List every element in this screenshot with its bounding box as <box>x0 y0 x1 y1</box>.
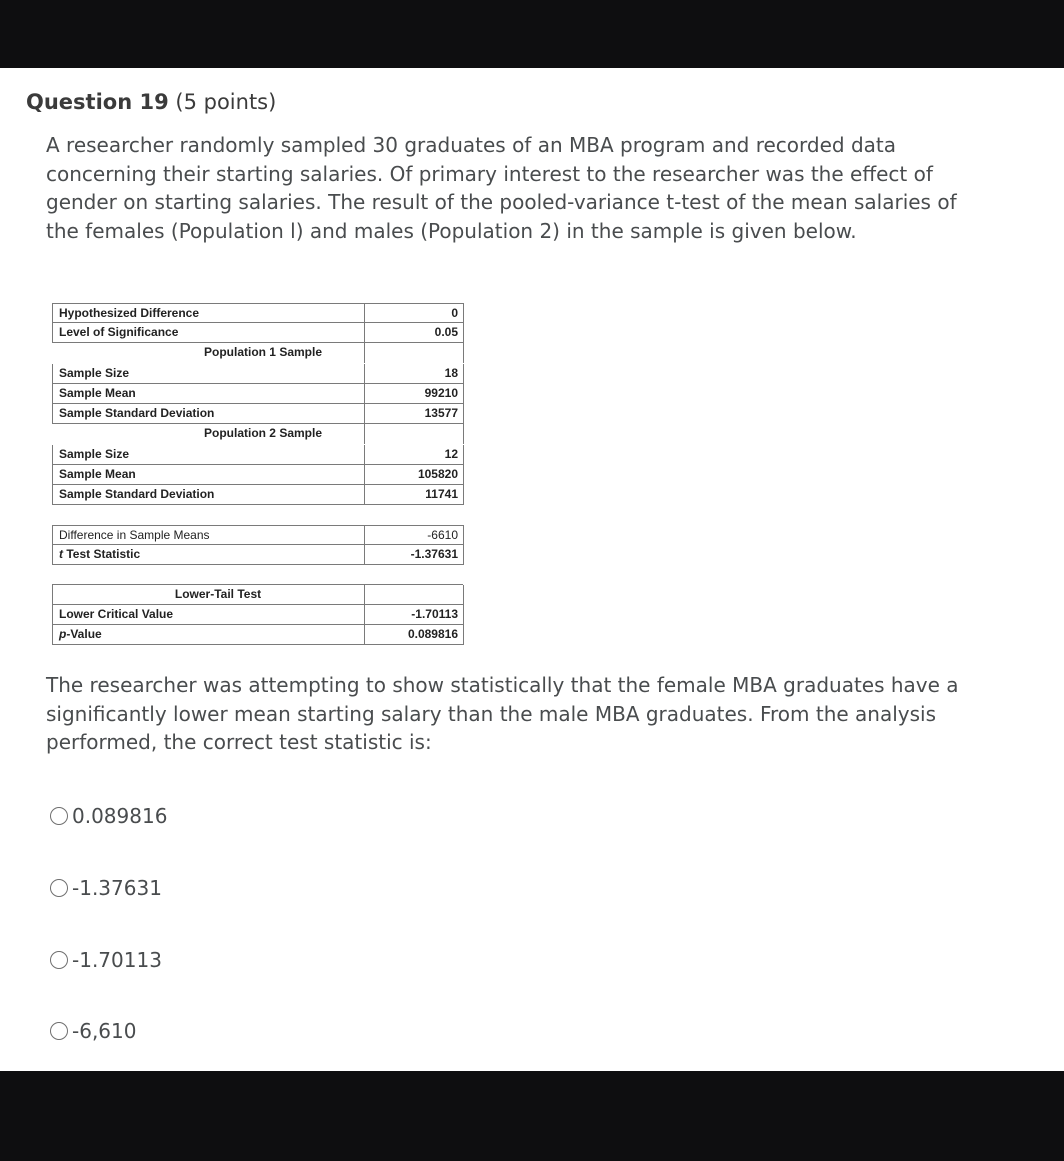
row-label: Sample Mean <box>52 384 364 404</box>
question-header <box>26 90 276 114</box>
row-value: -1.70113 <box>364 605 464 625</box>
answer-option[interactable] <box>50 1018 136 1044</box>
row-label-text: Test Statistic <box>63 547 141 561</box>
row-value: 11741 <box>364 485 464 505</box>
option-label[interactable]: -1.70113 <box>72 948 162 972</box>
empty-cell <box>364 424 464 444</box>
radio-button[interactable] <box>50 951 68 969</box>
row-label <box>52 625 364 645</box>
p-symbol: p <box>59 627 67 641</box>
radio-button[interactable] <box>50 1022 68 1040</box>
table-row <box>52 604 463 625</box>
row-label-text: -Value <box>66 627 102 641</box>
top-black-bar <box>0 0 1064 68</box>
option-label[interactable]: -1.37631 <box>72 876 162 900</box>
lower-tail-heading: Lower-Tail Test <box>174 587 262 601</box>
question-points: (5 points) <box>175 90 277 114</box>
bottom-black-bar <box>0 1071 1064 1161</box>
row-label: Sample Standard Deviation <box>52 485 364 505</box>
stats-table-bottom <box>52 584 463 645</box>
radio-button[interactable] <box>50 807 68 825</box>
row-label: Level of Significance <box>52 323 364 343</box>
row-value: -1.37631 <box>364 545 464 565</box>
row-value: 13577 <box>364 404 464 424</box>
follow-up-text: The researcher was attempting to show statistically that the female MBA graduates have a significantly lower mean starting salary than the male MBA graduates. From the analysis performed, the correct test statistic is: <box>46 673 959 754</box>
row-value: 99210 <box>364 384 464 404</box>
row-value: 0.089816 <box>364 625 464 645</box>
row-value: 105820 <box>364 465 464 485</box>
row-value: 0.05 <box>364 323 464 343</box>
answer-option[interactable] <box>50 947 162 973</box>
row-value: 12 <box>364 445 464 465</box>
row-label: Sample Size <box>52 445 364 465</box>
question-text: A researcher randomly sampled 30 graduates of an MBA program and recorded data concerning their starting salaries. Of primary interest to the researcher was the effect of gender on starting salaries. The result of the pooled-variance t-test of the mean salaries of the females (Population l) and males (Population 2) in the sample is given below. <box>46 133 957 243</box>
answer-option[interactable] <box>50 803 167 829</box>
empty-cell <box>364 343 464 363</box>
row-value: -6610 <box>364 525 464 545</box>
table-row <box>52 625 463 645</box>
row-label: Sample Standard Deviation <box>52 404 364 424</box>
row-label: Sample Mean <box>52 465 364 485</box>
radio-button[interactable] <box>50 879 68 897</box>
row-label: Hypothesized Difference <box>52 303 364 323</box>
t-symbol: t <box>59 547 63 561</box>
table-heading-row <box>52 584 463 604</box>
row-value: 18 <box>364 364 464 384</box>
option-label[interactable]: 0.089816 <box>72 804 168 828</box>
row-label: Sample Size <box>52 364 364 384</box>
answer-option[interactable] <box>50 875 162 901</box>
question-panel <box>0 68 1064 1071</box>
row-value: 0 <box>364 303 464 323</box>
row-label: Difference in Sample Means <box>52 525 364 545</box>
population-1-heading: Population 1 Sample <box>203 345 323 359</box>
row-label: Lower Critical Value <box>52 605 364 625</box>
question-title: Question 19 <box>26 90 169 114</box>
row-label <box>52 545 364 565</box>
empty-cell <box>364 585 464 605</box>
option-label[interactable]: -6,610 <box>72 1019 137 1043</box>
population-2-heading: Population 2 Sample <box>203 426 323 440</box>
